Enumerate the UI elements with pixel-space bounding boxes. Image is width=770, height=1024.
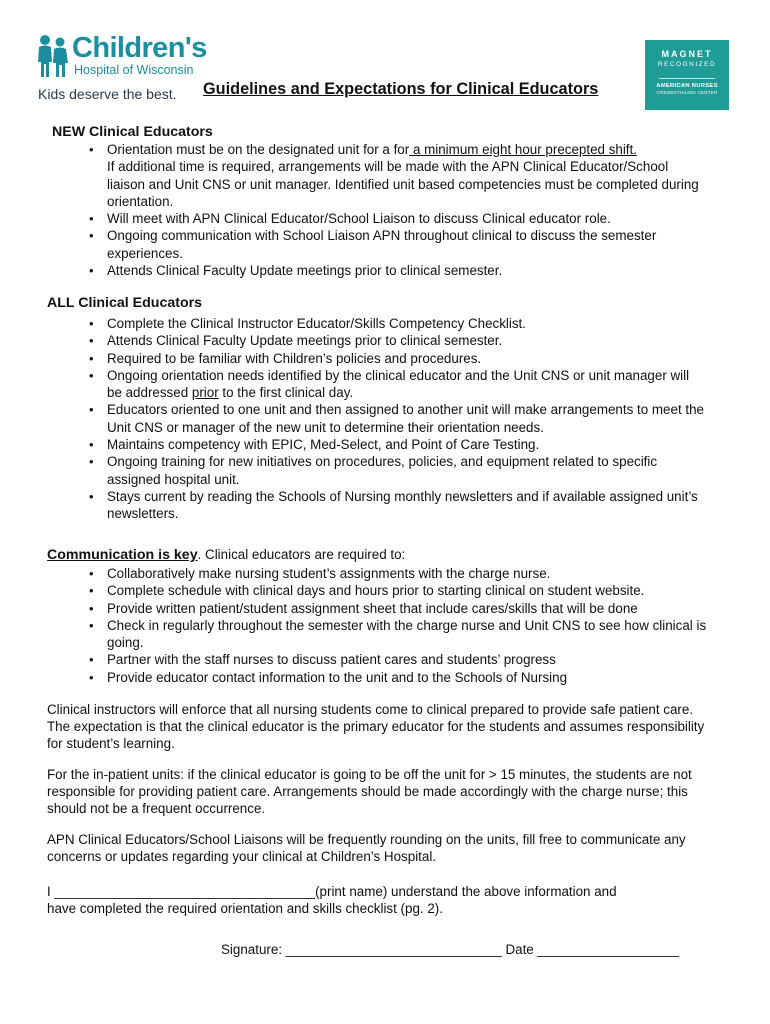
list-item: • Stays current by reading the Schools of Nursing monthly newsletters and if available assigned unit’s newsletters.	[87, 488, 707, 523]
all-educators-list	[87, 315, 707, 523]
all-educators-heading: ALL Clinical Educators	[47, 295, 203, 311]
communication-list	[87, 565, 707, 686]
children-figures-icon	[36, 34, 70, 78]
underlined-text: a minimum eight hour precepted shift.	[409, 142, 637, 157]
acknowledgement-line-1: I ___________________________________(print name) understand the above information and	[47, 884, 617, 899]
underlined-text: prior	[191, 385, 219, 401]
badge-divider	[659, 78, 715, 79]
badge-recognized: RECOGNIZED	[657, 61, 717, 68]
list-item: • Educators oriented to one unit and then assigned to another unit will make arrangements to meet the Unit CNS or manager of the new unit to determine their orientation needs.	[87, 401, 707, 436]
list-item: • Will meet with APN Clinical Educator/School Liaison to discuss Clinical educator role.	[87, 210, 707, 227]
list-item: • Ongoing communication with School Liaison APN throughout clinical to discuss the semester experiences.	[87, 227, 707, 262]
communication-heading: Communication is key	[47, 547, 198, 563]
list-item: • Required to be familiar with Children’s policies and procedures.	[87, 350, 707, 367]
paragraph-rounding: APN Clinical Educators/School Liaisons will be frequently rounding on the units, fill free to communicate any concerns or updates regarding your clinical at Children’s Hospital.	[47, 832, 686, 865]
hospital-logo	[36, 32, 207, 107]
list-item: • Attends Clinical Faculty Update meetings prior to clinical semester.	[87, 332, 707, 349]
list-item: • Attends Clinical Faculty Update meetings prior to clinical semester.	[87, 262, 707, 279]
list-item: • Complete the Clinical Instructor Educator/Skills Competency Checklist.	[87, 315, 707, 332]
paragraph-inpatient: For the in-patient units: if the clinical educator is going to be off the unit for > 15 minutes, the students are not responsible for providing patient care. Arrangements should be made accordingly with the charge nurse; this should not be a frequent occurrence.	[47, 767, 692, 817]
list-item: • Collaboratively make nursing student’s assignments with the charge nurse.	[87, 565, 707, 582]
list-item: • Ongoing training for new initiatives on procedures, policies, and equipment related to specific assigned hospital unit.	[87, 453, 707, 488]
list-item: • Partner with the staff nurses to discuss patient cares and students’ progress	[87, 651, 707, 668]
magnet-recognized-badge	[645, 40, 729, 110]
item-text: If additional time is required, arrangements will be made with the APN Clinical Educator/School liaison and Unit CNS or unit manager. Identified unit based competencies must be completed during orientation.	[107, 159, 699, 209]
logo-tagline: Kids deserve the best.	[38, 86, 177, 102]
list-item: • Provide educator contact information to the unit and to the Schools of Nursing	[87, 669, 707, 686]
new-educators-heading: NEW Clinical Educators	[52, 124, 213, 140]
list-item	[87, 141, 707, 210]
badge-org-line2: CREDENTIALING CENTER	[656, 90, 718, 95]
logo-name: Children's	[72, 32, 207, 64]
page-title: Guidelines and Expectations for Clinical Educators	[203, 80, 599, 98]
paragraph-enforcement: Clinical instructors will enforce that all nursing students come to clinical prepared to provide safe patient care. The expectation is that the clinical educator is the primary educator for the students and assumes responsibility for student’s learning.	[47, 702, 705, 752]
logo-subname: Hospital of Wisconsin	[74, 63, 194, 77]
communication-heading-line	[47, 546, 405, 564]
list-item: • Check in regularly throughout the semester with the charge nurse and Unit CNS to see how clinical is going.	[87, 617, 707, 652]
signature-line: Signature: _____________________________ Date ___________________	[221, 942, 679, 957]
list-item: • Maintains competency with EPIC, Med-Select, and Point of Care Testing.	[87, 436, 707, 453]
acknowledgement-line-2: have completed the required orientation and skills checklist (pg. 2).	[47, 901, 443, 916]
list-item	[87, 367, 707, 402]
badge-word: MAGNET	[661, 49, 713, 59]
item-text: Orientation must be on the designated unit for a for	[107, 142, 410, 157]
communication-intro: . Clinical educators are required to:	[197, 547, 406, 562]
item-text: to the first clinical day.	[218, 385, 354, 401]
list-item: • Complete schedule with clinical days and hours prior to starting clinical on student website.	[87, 582, 707, 599]
item-text: Ongoing orientation needs identified by the clinical educator and the Unit CNS or unit manager will be addressed	[107, 367, 690, 401]
new-educators-list	[87, 141, 707, 279]
list-item: • Provide written patient/student assignment sheet that include cares/skills that will be done	[87, 600, 707, 617]
badge-org-line1: AMERICAN NURSES	[656, 83, 718, 89]
